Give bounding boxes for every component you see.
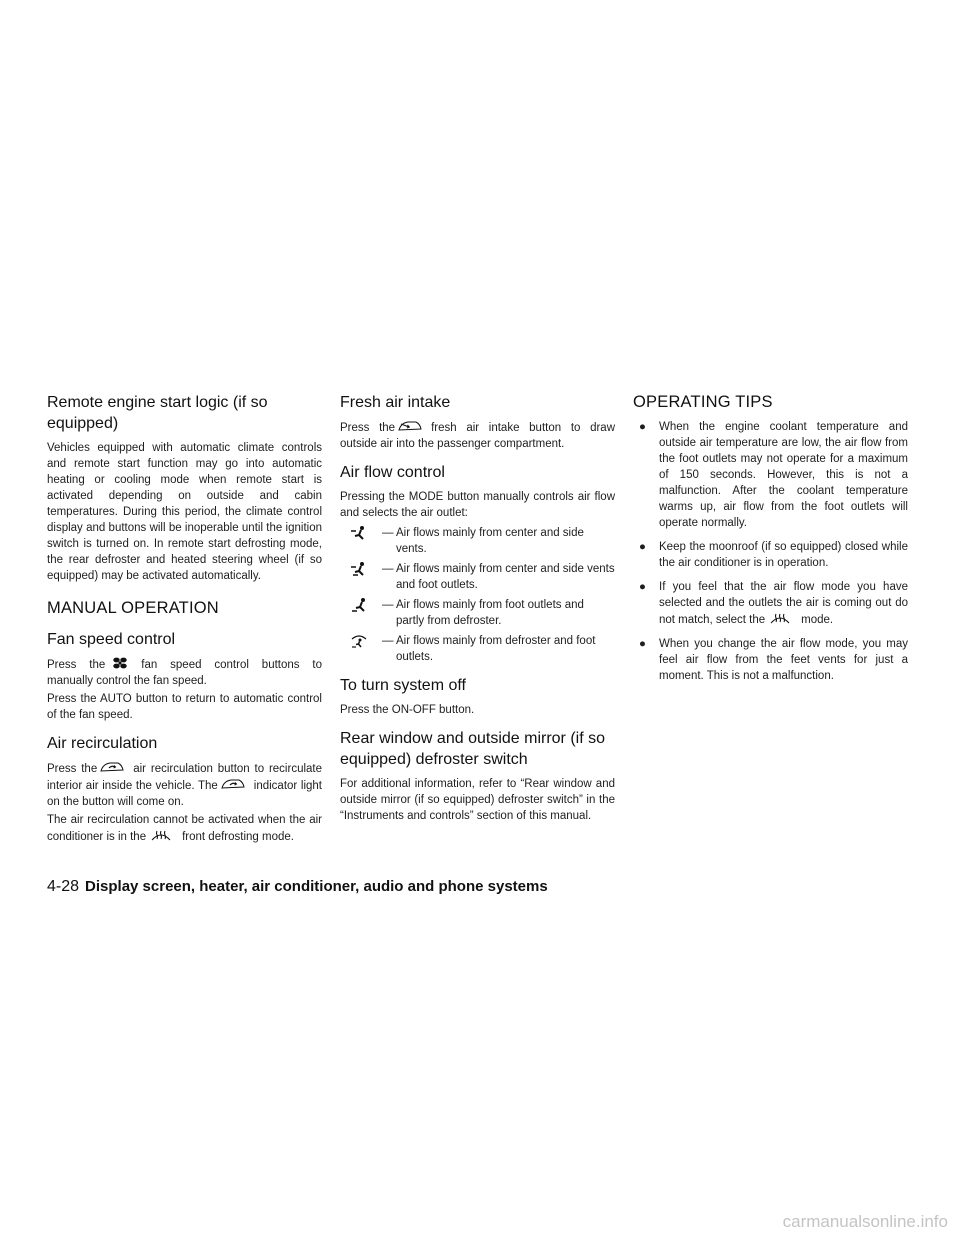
list-item: ● When the engine coolant temperature and outside air temperature are low, the air flow from the foot outlets may not operate for a maximum of 150 seconds. However, this is not a malfunction. After the coolant temperature warms up, air flow from the foot outlets will operate normally. bbox=[639, 421, 908, 529]
remote-start-text: Vehicles equipped with automatic climate controls and remote start function may go into automatic heating or cooling mode when remote start is activated depending on outside and cabin temperatures. During this period, the climate control display and buttons will be inoperable until the ignition switch is turned on. In remote start defrosting mode, the rear defroster and heated steering wheel (if so equipped) may be activated automatically. bbox=[47, 442, 322, 582]
air-flow-heading: Air flow control bbox=[340, 464, 445, 481]
page-number: 4-28 bbox=[47, 878, 80, 895]
fan-auto-text: Press the AUTO button to return to automatic control of the fan speed. bbox=[47, 693, 322, 721]
recirculation-indicator-icon bbox=[220, 777, 246, 791]
column-left bbox=[47, 392, 322, 849]
bi-level-mode-icon bbox=[340, 561, 382, 577]
fresh-air-text: Press the fresh air intake button to draw outside air into the passenger compartment. bbox=[340, 419, 615, 452]
front-defrost-icon bbox=[767, 611, 793, 625]
list-item: ● When you change the air flow mode, you may feel air flow from the feet vents for just a moment. This is not a malfunction. bbox=[639, 638, 908, 682]
operating-tips-heading: OPERATING TIPS bbox=[633, 393, 773, 411]
rear-defroster-heading: Rear window and outside mirror (if so equipped) defroster switch bbox=[340, 730, 605, 768]
vent-mode-icon bbox=[340, 525, 382, 541]
recirculation-text: Press the air recirculation button to recirculate interior air inside the vehicle. The indicator light on the button will come on. bbox=[47, 760, 322, 810]
defrost-foot-mode-icon bbox=[340, 633, 382, 649]
air-recirculation-heading: Air recirculation bbox=[47, 735, 158, 752]
list-item: ● If you feel that the air flow mode you have selected and the outlets the air is coming out do not match, select the mode. bbox=[639, 581, 908, 626]
section-title: Display screen, heater, air conditioner, audio and phone systems bbox=[85, 878, 548, 895]
page-footer bbox=[47, 878, 548, 896]
fresh-air-heading: Fresh air intake bbox=[340, 394, 451, 411]
manual-operation-heading: MANUAL OPERATION bbox=[47, 599, 219, 617]
column-right bbox=[633, 392, 908, 692]
mode-row-vent: — Air flows mainly from center and side vents. bbox=[340, 525, 615, 557]
mode-row-bi-level: — Air flows mainly from center and side vents and foot outlets. bbox=[340, 561, 615, 593]
turn-off-text: Press the ON-OFF button. bbox=[340, 704, 475, 716]
fresh-air-icon bbox=[397, 419, 423, 433]
fan-icon bbox=[107, 656, 133, 670]
operating-tips-list bbox=[633, 419, 908, 684]
list-item: ● Keep the moonroof (if so equipped) closed while the air conditioner is in operation. bbox=[639, 541, 908, 569]
recirculation-defrost-text: The air recirculation cannot be activated when the air conditioner is in the front defrosting mode. bbox=[47, 814, 322, 843]
mode-row-defrost-foot: — Air flows mainly from defroster and foot outlets. bbox=[340, 633, 615, 665]
turn-off-heading: To turn system off bbox=[340, 677, 466, 694]
fan-speed-heading: Fan speed control bbox=[47, 631, 176, 648]
remote-start-heading: Remote engine start logic (if so equipped) bbox=[47, 394, 268, 432]
fan-speed-text: Press the fan speed control buttons to manually control the fan speed. bbox=[47, 656, 322, 689]
watermark: carmanualsonline.info bbox=[782, 1212, 948, 1231]
air-flow-intro: Pressing the MODE button manually controls air flow and selects the air outlet: bbox=[340, 491, 615, 519]
front-defrost-icon bbox=[148, 828, 174, 842]
column-middle bbox=[340, 392, 615, 828]
mode-row-foot: — Air flows mainly from foot outlets and partly from defroster. bbox=[340, 597, 615, 629]
rear-defroster-text: For additional information, refer to “Rear window and outside mirror (if so equipped) defroster switch” in the “Instruments and controls” section of this manual. bbox=[340, 778, 615, 822]
recirculation-icon bbox=[99, 760, 125, 774]
foot-mode-icon bbox=[340, 597, 382, 613]
